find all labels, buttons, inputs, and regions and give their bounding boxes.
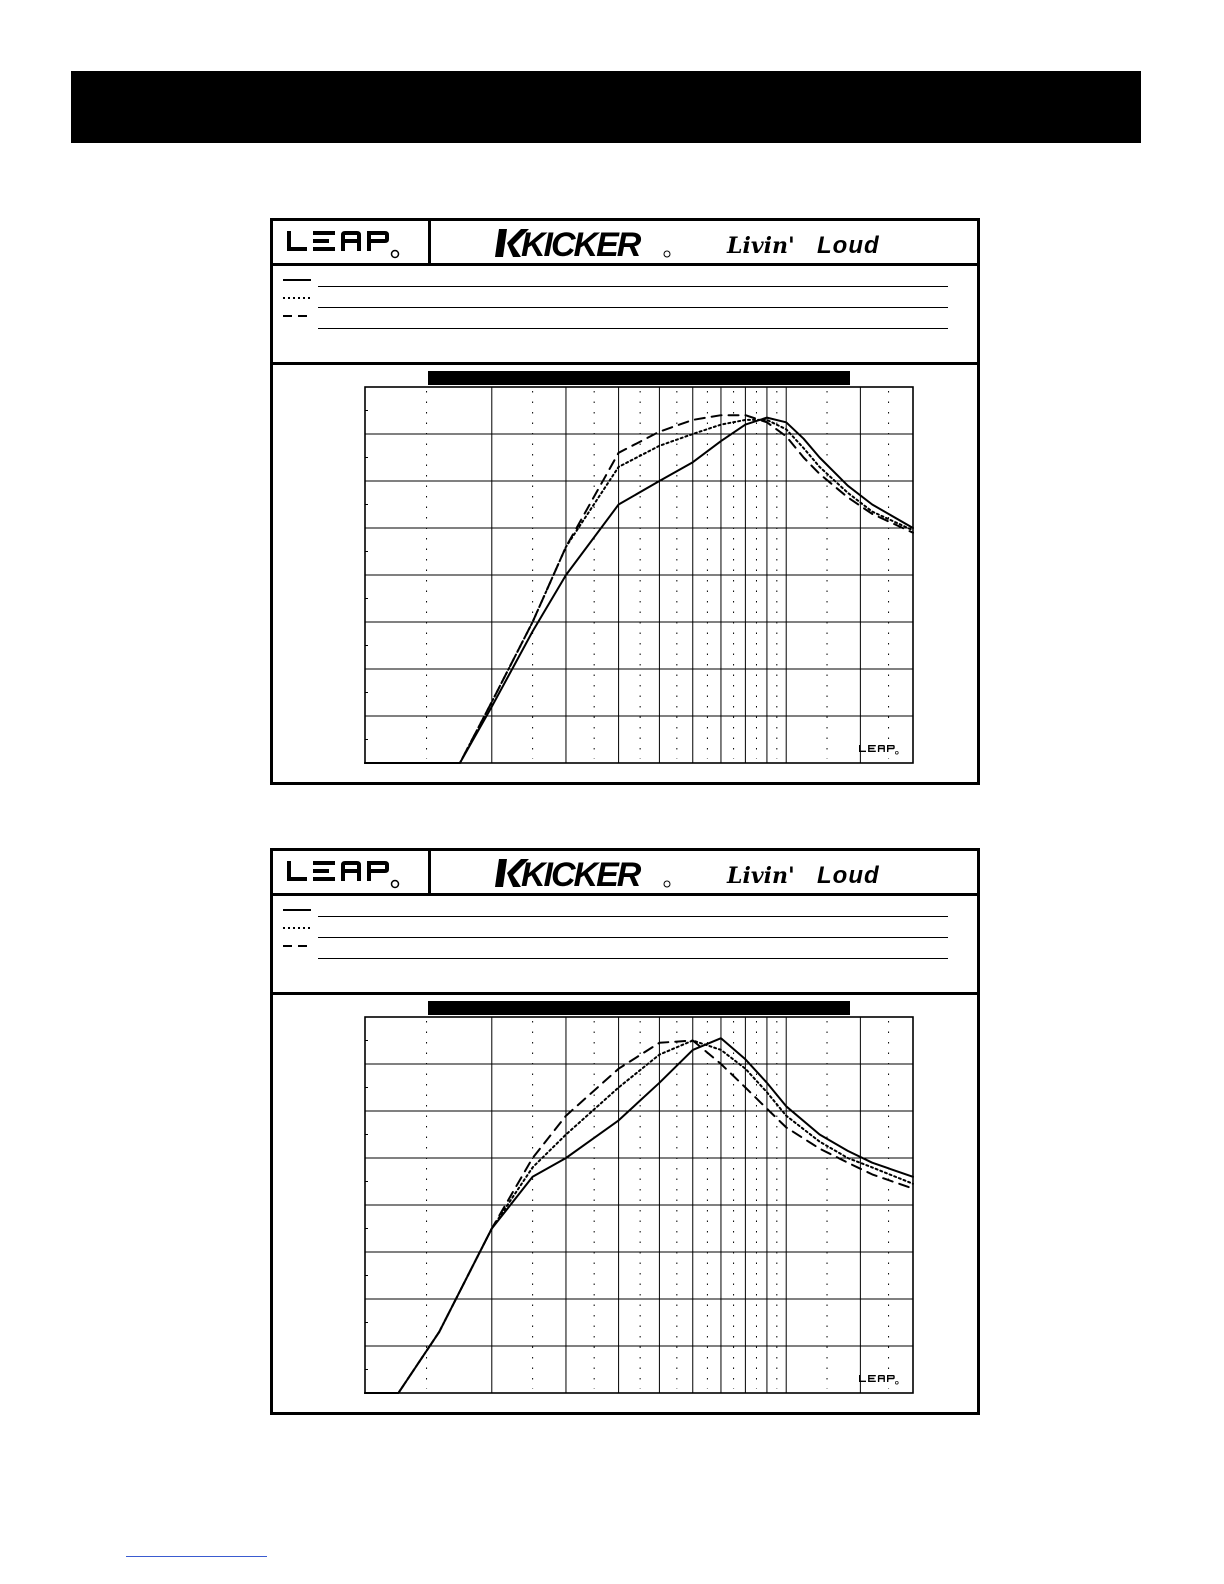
leap-watermark-dot: [895, 751, 898, 754]
leap-watermark-glyphs: [859, 1375, 895, 1382]
legend: [273, 266, 977, 365]
graph-area: [273, 365, 977, 785]
response-graph-panel-1: [270, 218, 980, 785]
series-line-dotted: [365, 420, 913, 763]
header-banner: [71, 71, 1141, 143]
series-line-solid: [365, 1038, 913, 1393]
response-graph-panel-2: [270, 848, 980, 1415]
leap-watermark-glyphs: [859, 745, 895, 752]
legend-key-dotted: [283, 296, 311, 300]
svg-text:Loud: Loud: [817, 232, 880, 259]
livin-loud-logo-icon: [725, 859, 955, 889]
legend-entry-line: [318, 328, 948, 329]
leap-watermark-icon: [859, 745, 898, 754]
frequency-response-chart-1: [273, 365, 977, 785]
leap-logo-icon: [273, 851, 431, 893]
series-line-solid: [365, 418, 913, 763]
leap-watermark-icon: [859, 1375, 898, 1384]
svg-text:KICKER: KICKER: [521, 226, 640, 261]
legend-entry-line: [318, 307, 948, 308]
legend-key-dashed: [283, 314, 311, 318]
legend-key-dotted: [283, 926, 311, 930]
legend-key-dashed: [283, 944, 311, 948]
leap-watermark-dot: [895, 1381, 898, 1384]
brand-bar: [273, 221, 977, 266]
series-line-dotted: [365, 1041, 913, 1394]
frequency-response-chart-2: [273, 995, 977, 1415]
brand-bar: [273, 851, 977, 896]
legend-key-solid: [283, 908, 311, 912]
svg-text:Livin': Livin': [727, 863, 795, 889]
svg-text:Livin': Livin': [727, 233, 795, 259]
footer-rule: [126, 1556, 267, 1557]
legend-entry-line: [318, 916, 948, 917]
legend-entry-line: [318, 286, 948, 287]
graph-area: [273, 995, 977, 1415]
series-line-dashed: [365, 1041, 913, 1394]
svg-text:Loud: Loud: [817, 862, 880, 889]
legend-entry-line: [318, 937, 948, 938]
legend: [273, 896, 977, 995]
kicker-logo-icon: [491, 225, 675, 261]
leap-logo-icon: [273, 221, 431, 263]
legend-entry-line: [318, 958, 948, 959]
legend-key-solid: [283, 278, 311, 282]
livin-loud-logo-icon: [725, 229, 955, 259]
kicker-logo-icon: [491, 855, 675, 891]
svg-text:KICKER: KICKER: [521, 856, 640, 891]
